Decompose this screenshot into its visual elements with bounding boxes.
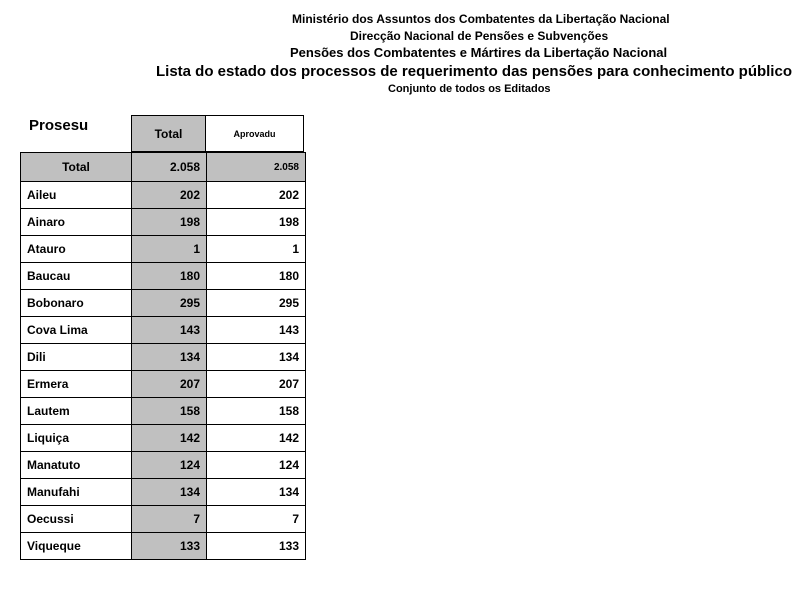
table-row (21, 290, 306, 317)
page-title: Lista do estado dos processos de requerimento das pensões para conhecimento público (156, 63, 792, 80)
row-aprovadu: 133 (207, 533, 306, 560)
row-aprovadu: 202 (207, 182, 306, 209)
row-total: 202 (132, 182, 207, 209)
row-aprovadu: 124 (207, 452, 306, 479)
total-row-label: Total (21, 153, 132, 182)
row-total: 180 (132, 263, 207, 290)
row-aprovadu: 1 (207, 236, 306, 263)
table-row (21, 506, 306, 533)
total-row (21, 153, 306, 182)
municipality-name: Aileu (21, 182, 132, 209)
row-aprovadu: 198 (207, 209, 306, 236)
table-row (21, 236, 306, 263)
total-row-total: 2.058 (132, 153, 207, 182)
row-total: 134 (132, 344, 207, 371)
row-aprovadu: 158 (207, 398, 306, 425)
table-row (21, 344, 306, 371)
directorate-heading: Direcção Nacional de Pensões e Subvenções (350, 29, 609, 43)
table-row (21, 479, 306, 506)
row-total: 207 (132, 371, 207, 398)
table-row (21, 425, 306, 452)
municipality-name: Dili (21, 344, 132, 371)
table-row (21, 371, 306, 398)
municipality-name: Lautem (21, 398, 132, 425)
municipality-name: Atauro (21, 236, 132, 263)
municipality-name: Ermera (21, 371, 132, 398)
municipality-name: Oecussi (21, 506, 132, 533)
row-aprovadu: 207 (207, 371, 306, 398)
row-aprovadu: 143 (207, 317, 306, 344)
row-total: 143 (132, 317, 207, 344)
row-total: 142 (132, 425, 207, 452)
row-total: 158 (132, 398, 207, 425)
total-row-aprovadu: 2.058 (207, 153, 306, 182)
municipality-name: Manufahi (21, 479, 132, 506)
municipality-name: Viqueque (21, 533, 132, 560)
row-aprovadu: 180 (207, 263, 306, 290)
page-subtitle: Conjunto de todos os Editados (388, 83, 551, 95)
municipality-name: Ainaro (21, 209, 132, 236)
section-heading: Pensões dos Combatentes e Mártires da Libertação Nacional (290, 45, 668, 60)
municipality-name: Manatuto (21, 452, 132, 479)
ministry-heading: Ministério dos Assuntos dos Combatentes da Libertação Nacional (292, 12, 670, 26)
row-header-label: Prosesu (29, 117, 89, 134)
row-total: 134 (132, 479, 207, 506)
row-aprovadu: 295 (207, 290, 306, 317)
row-aprovadu: 134 (207, 344, 306, 371)
table-row (21, 209, 306, 236)
municipality-name: Bobonaro (21, 290, 132, 317)
municipality-name: Cova Lima (21, 317, 132, 344)
municipality-name: Baucau (21, 263, 132, 290)
row-total: 124 (132, 452, 207, 479)
row-aprovadu: 142 (207, 425, 306, 452)
table-row (21, 263, 306, 290)
row-aprovadu: 7 (207, 506, 306, 533)
table-row (21, 182, 306, 209)
table-row (21, 452, 306, 479)
column-header-aprovadu: Aprovadu (205, 115, 304, 152)
pension-status-table (20, 152, 306, 560)
row-total: 1 (132, 236, 207, 263)
row-total: 295 (132, 290, 207, 317)
table-row (21, 533, 306, 560)
municipality-name: Liquiça (21, 425, 132, 452)
column-header-total: Total (131, 115, 206, 152)
table-row (21, 317, 306, 344)
row-total: 7 (132, 506, 207, 533)
row-total: 133 (132, 533, 207, 560)
table-row (21, 398, 306, 425)
row-total: 198 (132, 209, 207, 236)
row-aprovadu: 134 (207, 479, 306, 506)
